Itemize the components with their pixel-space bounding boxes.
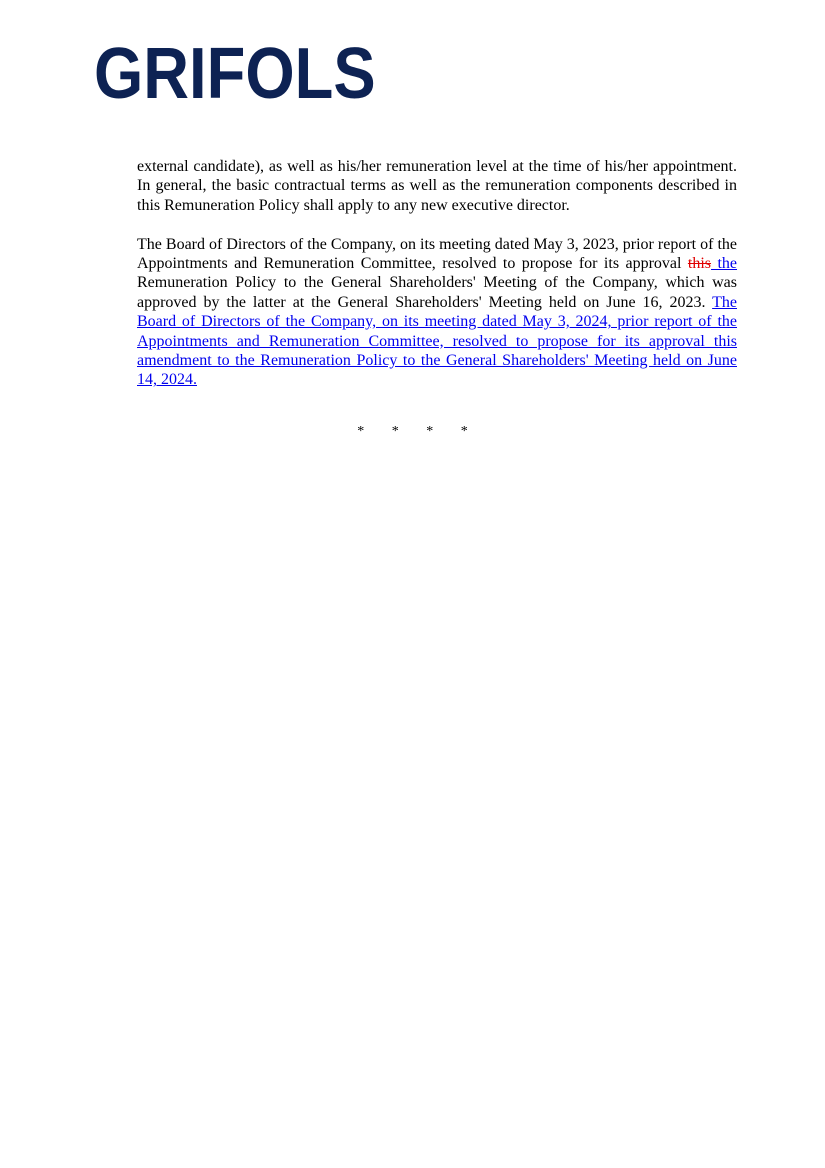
document-body (137, 157, 737, 390)
deleted-text: this (687, 255, 712, 273)
inserted-amendment-text: The Board of Directors of the Company, on its meeting dated May 3, 2024, prior report of the Appointments and Remuneration Committee, resolved to propose for its approval this amendment to the Remuneration Policy to the General Shareholders' Meeting held on June 14, 2024. (137, 293, 737, 389)
paragraph-new-director: external candidate), as well as his/her remuneration level at the time of his/her appointment. In general, the basic contractual terms as well as the remuneration components described in this Remuneration Policy shall apply to any new executive director. (137, 158, 737, 214)
paragraph-text-part-b: Remuneration Policy to the General Shareholders' Meeting of the Company, which was approved by the latter at the General Shareholders' Meeting held on June 16, 2023. (137, 274, 737, 311)
inserted-text: the (711, 255, 738, 273)
section-separator: * * * * (357, 424, 480, 439)
grifols-logo: GRIFOLS (94, 34, 376, 114)
paragraph-text-part-a: The Board of Directors of the Company, on its meeting dated May 3, 2023, prior report of the Appointments and Remuneration Committee, resolved to propose for its approval (137, 235, 737, 273)
paragraph-board-approval (137, 235, 737, 390)
